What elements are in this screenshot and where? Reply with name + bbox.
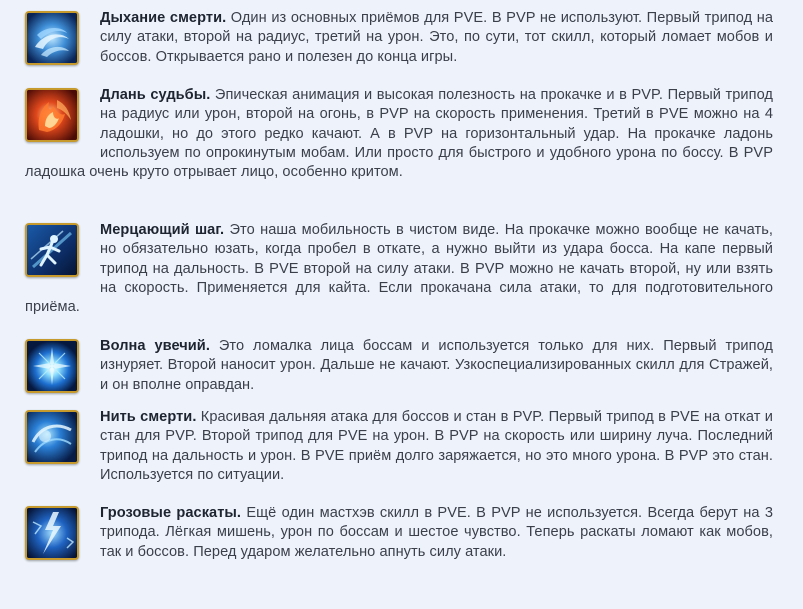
skill-description: Красивая дальняя атака для боссов и стан в PVP. Первый трипод в PVE на откат и стан для PVP. Второй трипод для PVE на урон. В PVP на скорость или ширину луча. Последний трипод на дальность и урон. В PVE приём долго заряжается, но это много урона. В PVP это стан. Используется по ситуации.	[100, 409, 773, 483]
skill-title: Грозовые раскаты.	[100, 505, 242, 521]
skill-entry	[25, 408, 773, 504]
skill-entry	[25, 221, 773, 337]
skill-description: Эпическая анимация и высокая полезность на прокачке и в PVP. Первый трипод на радиус или урон, второй на огонь, в PVP на скорость применения. Третий в PVE можно на 4 ладошки, но до этого редко качают. А в PVP на горизонтальный удар. На прокачке ладонь используем по опрокинутым мобам. Или просто для быстрого и удобного урона по боссу. В PVP ладошка очень круто отрывает лицо, особенно критом.	[25, 87, 773, 181]
fire-palm-icon	[25, 88, 79, 142]
skill-title: Дыхание смерти.	[100, 10, 227, 26]
skill-description: Это ломалка лица боссам и используется только для них. Первый трипод изнуряет. Второй наносит урон. Дальше не качают. Узкоспециализированных скилл для Стражей, и он вполне оправдан.	[100, 338, 773, 393]
wind-spiral-icon	[25, 11, 79, 65]
thunder-storm-icon	[25, 506, 79, 560]
skill-entry	[25, 86, 773, 221]
energy-burst-icon	[25, 339, 79, 393]
skill-title: Длань судьбы.	[100, 87, 211, 103]
skill-description: Один из основных приёмов для PVE. В PVP не используют. Первый трипод на силу атаки, второй на радиус, третий на урон. Это, по сути, тот скилл, который ломает мобов и боссов. Открывается рано и полезен до конца игры.	[100, 10, 773, 65]
skill-title: Нить смерти.	[100, 409, 197, 425]
dash-figure-icon	[25, 223, 79, 277]
skill-title: Мерцающий шаг.	[100, 222, 225, 238]
skill-entry	[25, 337, 773, 408]
skill-description: Это наша мобильность в чистом виде. На прокачке можно вообще не качать, но обязательно юзать, когда пробел в откате, а нужно выйти из удара босса. На капе первый трипод на дальность. В PVE второй на силу атаки. В PVP можно не качать второй, ну или взять на скорость. Применяется для кайта. Если прокачана сила атаки, то для подготовительного приёма.	[25, 222, 773, 316]
skill-title: Волна увечий.	[100, 338, 210, 354]
energy-thread-icon	[25, 410, 79, 464]
skill-entry	[25, 9, 773, 86]
skill-entry	[25, 504, 773, 564]
skill-description: Ещё один мастхэв скилл в PVE. В PVP не используется. Всегда берут на 3 трипода. Лёгкая мишень, урон по боссам и шестое чувство. Теперь раскаты ломают как мобов, так и боссов. Перед ударом желательно апнуть силу атаки.	[100, 505, 773, 560]
